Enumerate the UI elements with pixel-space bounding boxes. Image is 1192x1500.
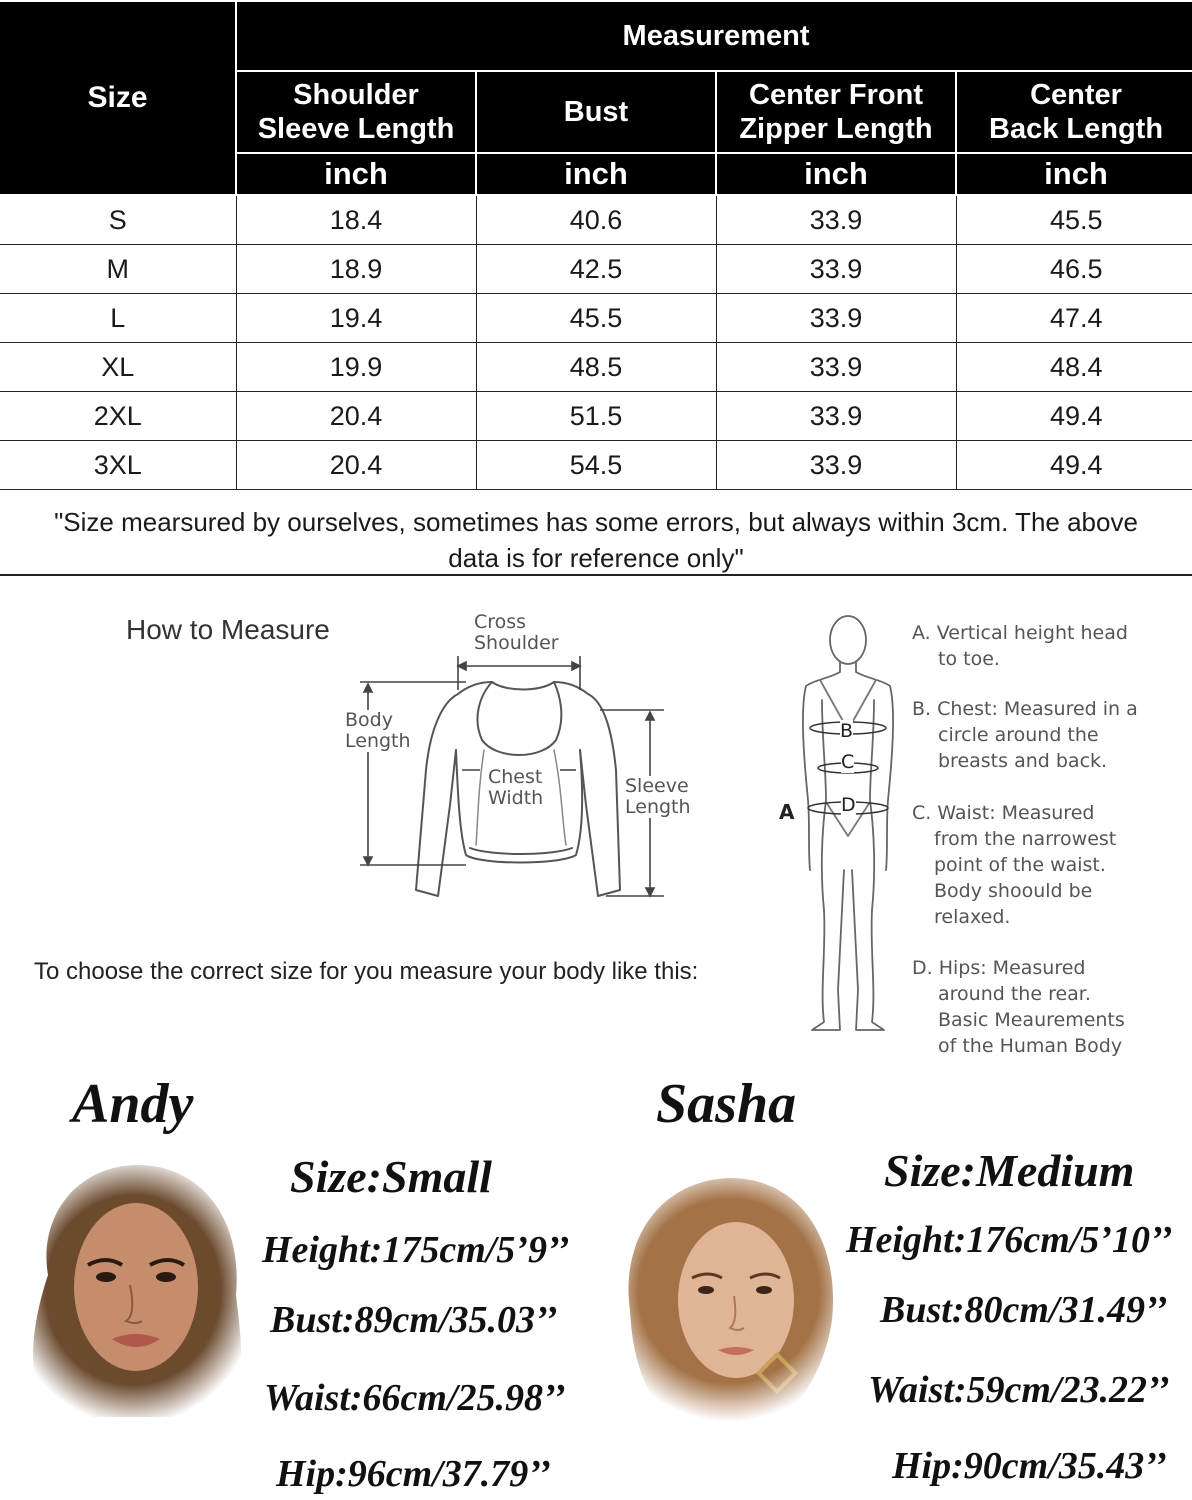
- model-name-sasha: Sasha: [656, 1073, 797, 1135]
- model-hip-sasha: Hip:90cm/35.43’’: [892, 1445, 1167, 1487]
- size-cell: L: [0, 294, 236, 343]
- measurement-header: Measurement: [236, 1, 1192, 71]
- garment-collar: [492, 682, 554, 690]
- chest-width-label: Chest Width: [488, 766, 544, 809]
- table-cell: 49.4: [956, 392, 1192, 441]
- size-cell: S: [0, 195, 236, 245]
- column-header-bust: Bust: [476, 71, 716, 153]
- body-letter-b: B: [840, 720, 854, 742]
- note-vertical-height: A. Vertical height head to toe.: [912, 622, 1128, 670]
- size-column-header: Size: [0, 1, 236, 195]
- table-cell: 33.9: [716, 392, 956, 441]
- table-cell: 48.5: [476, 343, 716, 392]
- model-waist-sasha: Waist:59cm/23.22’’: [868, 1369, 1170, 1411]
- table-cell: 19.9: [236, 343, 476, 392]
- how-to-measure-title: How to Measure: [126, 614, 330, 645]
- table-cell: 18.4: [236, 195, 476, 245]
- measurement-disclaimer: "Size mearsured by ourselves, sometimes has some errors, but always within 3cm. The above data is for reference only": [0, 504, 1192, 576]
- body-length-label: Body Length: [345, 709, 411, 752]
- table-cell: 54.5: [476, 441, 716, 490]
- table-cell: 33.9: [716, 294, 956, 343]
- figure-right-leg: [852, 700, 884, 1030]
- model-height-sasha: Height:176cm/5’10’’: [846, 1219, 1173, 1261]
- table-cell: 40.6: [476, 195, 716, 245]
- model-height-andy: Height:175cm/5’9’’: [262, 1229, 570, 1271]
- table-cell: 20.4: [236, 441, 476, 490]
- unit-label: inch: [236, 153, 476, 195]
- cross-shoulder-label: Cross Shoulder: [474, 611, 559, 654]
- garment-neckline: [477, 682, 561, 755]
- body-letter-a: A: [779, 800, 795, 824]
- table-cell: 51.5: [476, 392, 716, 441]
- note-hips: D. Hips: Measured around the rear. Basic Meaurements of the Human Body: [912, 957, 1125, 1057]
- note-waist: C. Waist: Measured from the narrowest point of the waist. Body shoould be relaxed.: [912, 802, 1117, 928]
- model-hip-andy: Hip:96cm/37.79’’: [276, 1453, 551, 1495]
- model-waist-andy: Waist:66cm/25.98’’: [264, 1377, 566, 1419]
- table-row: [0, 294, 1192, 343]
- table-cell: 20.4: [236, 392, 476, 441]
- model-portrait-sasha: [600, 1160, 858, 1422]
- table-cell: 33.9: [716, 441, 956, 490]
- size-cell: XL: [0, 343, 236, 392]
- table-row: [0, 441, 1192, 490]
- table-cell: 49.4: [956, 441, 1192, 490]
- unit-label: inch: [476, 153, 716, 195]
- model-size-andy: Size:Small: [290, 1151, 492, 1202]
- model-portrait-andy: [8, 1155, 258, 1425]
- column-header-center-back: Center Back Length: [956, 71, 1192, 153]
- table-row: [0, 195, 1192, 245]
- size-cell: 2XL: [0, 392, 236, 441]
- body-letter-d: D: [841, 794, 856, 816]
- table-cell: 42.5: [476, 245, 716, 294]
- column-header-center-front-zipper: Center Front Zipper Length: [716, 71, 956, 153]
- size-cell: 3XL: [0, 441, 236, 490]
- table-cell: 33.9: [716, 195, 956, 245]
- note-chest: B. Chest: Measured in a circle around the breasts and back.: [912, 698, 1138, 772]
- garment-hem: [470, 848, 572, 854]
- unit-label: inch: [716, 153, 956, 195]
- table-row: [0, 392, 1192, 441]
- choose-size-instruction: To choose the correct size for you measure your body like this:: [34, 958, 699, 985]
- table-row: [0, 245, 1192, 294]
- table-cell: 33.9: [716, 245, 956, 294]
- sleeve-length-label: Sleeve Length: [625, 775, 691, 818]
- figure-head: [830, 616, 866, 664]
- garment-right-sleeve: [554, 682, 620, 896]
- model-bust-sasha: Bust:80cm/31.49’’: [880, 1289, 1168, 1331]
- model-bust-andy: Bust:89cm/35.03’’: [270, 1299, 558, 1341]
- column-header-shoulder-sleeve: Shoulder Sleeve Length: [236, 71, 476, 153]
- body-letter-c: C: [841, 751, 855, 773]
- body-measure-figure: [790, 610, 900, 1040]
- model-name-andy: Andy: [72, 1073, 194, 1135]
- unit-label: inch: [956, 153, 1192, 195]
- table-cell: 47.4: [956, 294, 1192, 343]
- table-cell: 33.9: [716, 343, 956, 392]
- table-cell: 46.5: [956, 245, 1192, 294]
- table-cell: 18.9: [236, 245, 476, 294]
- table-cell: 45.5: [476, 294, 716, 343]
- table-cell: 48.4: [956, 343, 1192, 392]
- figure-left-leg: [812, 700, 844, 1030]
- garment-left-sleeve: [416, 682, 492, 896]
- table-cell: 19.4: [236, 294, 476, 343]
- model-size-sasha: Size:Medium: [884, 1145, 1135, 1196]
- size-chart-table: [0, 0, 1192, 490]
- size-cell: M: [0, 245, 236, 294]
- table-row: [0, 343, 1192, 392]
- table-cell: 45.5: [956, 195, 1192, 245]
